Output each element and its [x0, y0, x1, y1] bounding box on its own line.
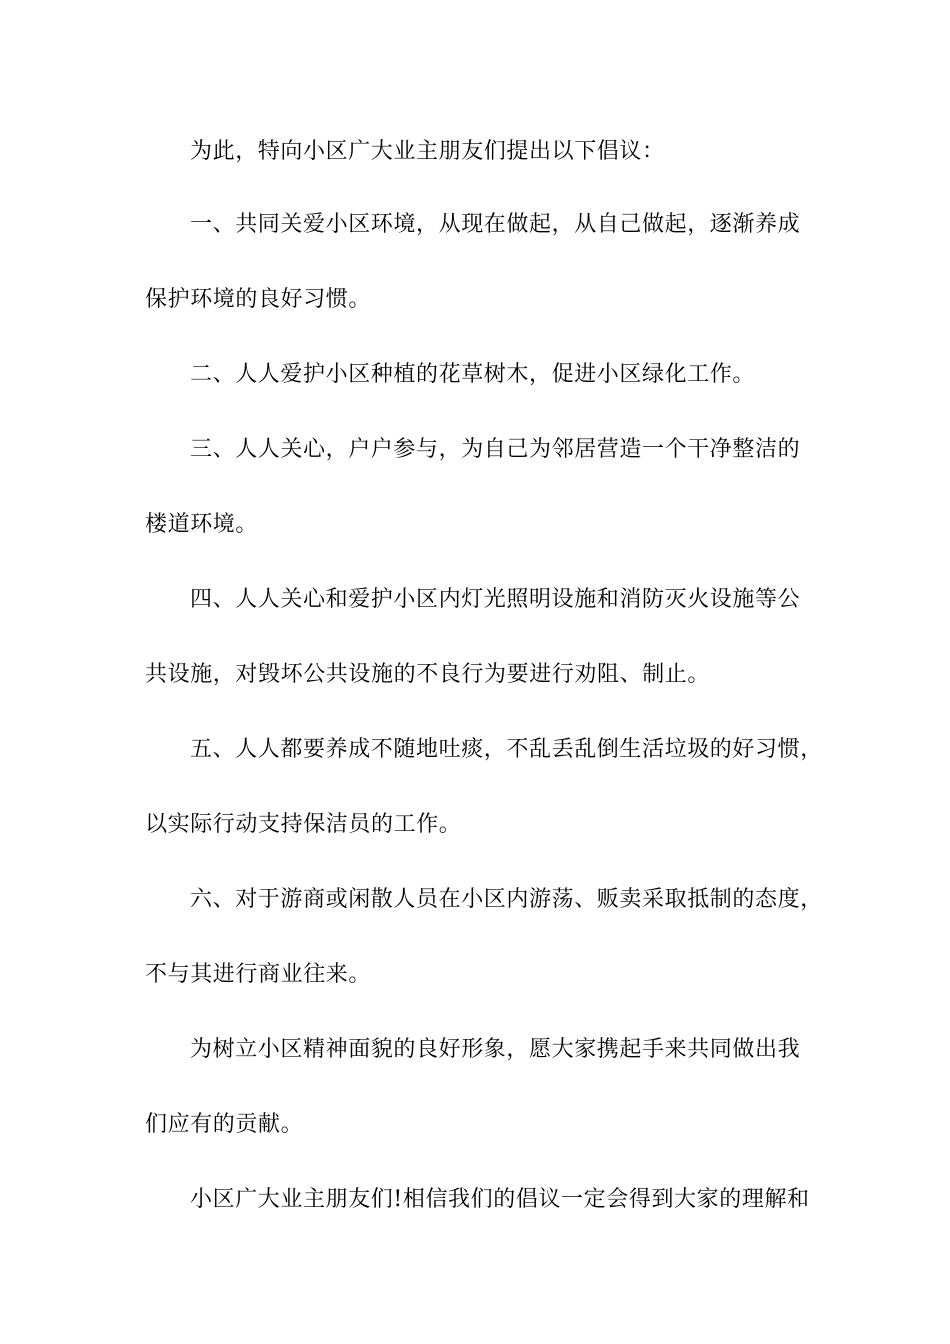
item-2-line-1: 二、人人爱护小区种植的花草树木，促进小区绿化工作。 [190, 362, 756, 387]
item-6-line-1: 六、对于游商或闲散人员在小区内游荡、贩卖采取抵制的态度， [190, 887, 823, 912]
intro-line: 为此，特向小区广大业主朋友们提出以下倡议： [190, 139, 665, 164]
item-1-line-2: 保护环境的良好习惯。 [145, 287, 372, 312]
closing-line-2: 们应有的贡献。 [145, 1112, 304, 1137]
item-4-line-1: 四、人人关心和爱护小区内灯光照明设施和消防灭火设施等公 [190, 587, 801, 612]
item-4-line-2: 共设施，对毁坏公共设施的不良行为要进行劝阻、制止。 [145, 662, 711, 687]
item-3-line-1: 三、人人关心，户户参与，为自己为邻居营造一个干净整洁的 [190, 437, 801, 462]
item-5-line-2: 以实际行动支持保洁员的工作。 [145, 812, 462, 837]
item-5-line-1: 五、人人都要养成不随地吐痰，不乱丢乱倒生活垃圾的好习惯， [190, 737, 823, 762]
item-1-line-1: 一、共同关爱小区环境，从现在做起，从自己做起，逐渐养成 [190, 212, 801, 237]
item-3-line-2: 楼道环境。 [145, 512, 259, 537]
closing-line-1: 为树立小区精神面貌的良好形象，愿大家携起手来共同做出我 [190, 1037, 801, 1062]
item-6-line-2: 不与其进行商业往来。 [145, 962, 372, 987]
appeal-line-1: 小区广大业主朋友们!相信我们的倡议一定会得到大家的理解和 [190, 1187, 810, 1212]
